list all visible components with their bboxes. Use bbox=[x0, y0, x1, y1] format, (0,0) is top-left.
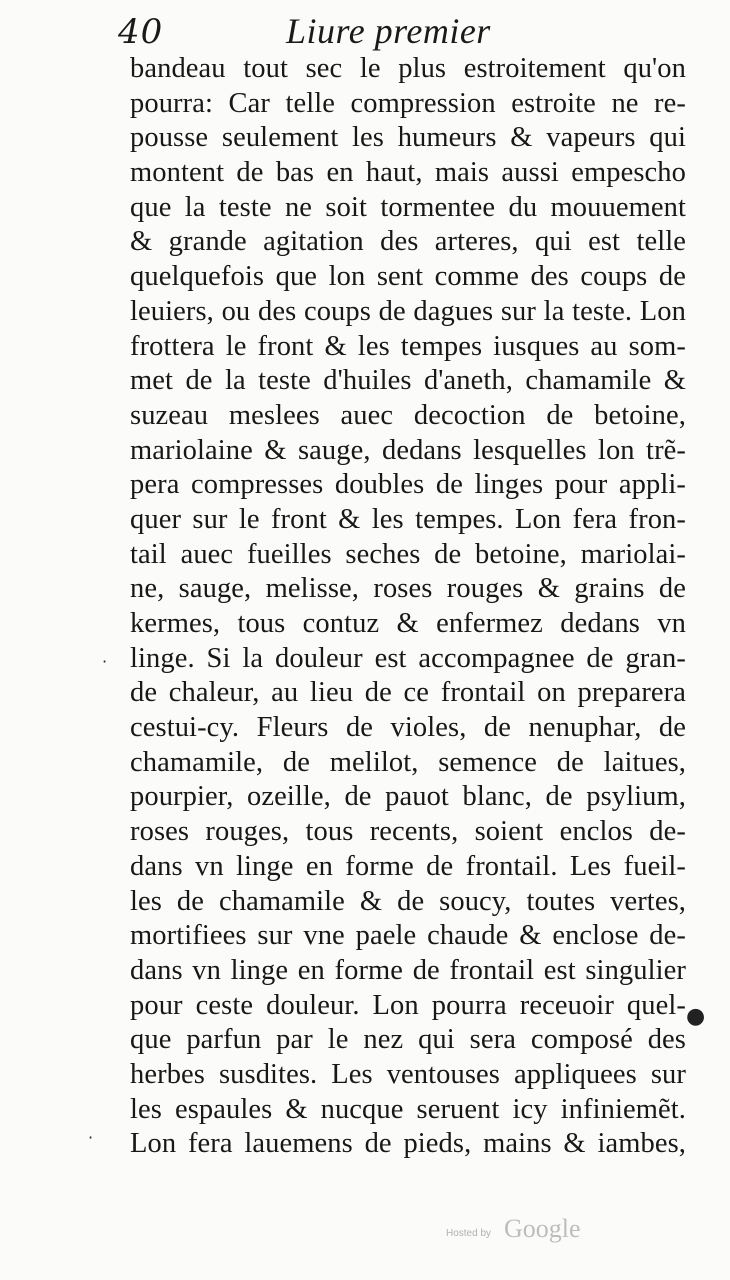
text-line: pourra: Car telle compression estroite ne re- bbox=[130, 87, 686, 119]
text-line: leuiers, ou des coups de dagues sur la teste. Lon bbox=[130, 295, 686, 327]
running-title: Liure premier bbox=[286, 11, 491, 51]
scan-watermark bbox=[446, 1214, 606, 1254]
text-line: que la teste ne soit tormentee du mouuement bbox=[130, 191, 686, 223]
text-line: pera compresses doubles de linges pour appli- bbox=[130, 469, 686, 501]
text-line: herbes susdites. Les ventouses appliquees sur bbox=[130, 1058, 686, 1090]
text-line: mariolaine & sauge, dedans lesquelles lon trẽ- bbox=[130, 434, 686, 466]
text-line: linge. Si la douleur est accompagnee de gran- bbox=[130, 642, 686, 674]
text-line: quelquefois que lon sent comme des coups de bbox=[130, 261, 686, 293]
text-line: suzeau meslees auec decoction de betoine, bbox=[130, 399, 686, 431]
text-line: pousse seulement les humeurs & vapeurs qui bbox=[130, 122, 686, 154]
page-number: 40 bbox=[118, 12, 164, 52]
text-line: les de chamamile & de soucy, toutes vertes, bbox=[130, 885, 686, 917]
margin-mark: · bbox=[88, 1128, 94, 1147]
text-line: quer sur le front & les tempes. Lon fera fron- bbox=[130, 503, 686, 535]
text-line: dans vn linge en forme de frontail est singulier bbox=[130, 954, 686, 986]
text-line: pourpier, ozeille, de pauot blanc, de psylium, bbox=[130, 781, 686, 813]
google-logo: Google bbox=[504, 1214, 581, 1243]
text-line: kermes, tous contuz & enfermez dedans vn bbox=[130, 608, 686, 639]
margin-mark: · bbox=[102, 652, 108, 671]
text-line: frottera le front & les tempes iusques au som- bbox=[130, 330, 686, 362]
text-line: que parfun par le nez qui sera composé des bbox=[130, 1024, 686, 1056]
text-line: ne, sauge, melisse, roses rouges & grains de bbox=[130, 573, 686, 605]
text-line: cestui-cy. Fleurs de violes, de nenuphar, de bbox=[130, 712, 686, 744]
body-text bbox=[130, 52, 686, 1162]
text-line: mortifiees sur vne paele chaude & enclose de- bbox=[130, 920, 686, 952]
text-line: tail auec fueilles seches de betoine, mariolai- bbox=[130, 538, 686, 570]
text-line: chamamile, de melilot, semence de laitues, bbox=[130, 746, 686, 778]
page-header bbox=[118, 8, 678, 56]
text-line: bandeau tout sec le plus estroitement qu'on bbox=[130, 53, 686, 84]
hosted-by-text: Hosted by bbox=[446, 1228, 492, 1239]
text-line: de chaleur, au lieu de ce frontail on preparera bbox=[130, 677, 686, 709]
text-line: roses rouges, tous recents, soient enclos de- bbox=[130, 816, 686, 848]
text-line: Lon fera lauemens de pieds, mains & iambes, bbox=[130, 1128, 686, 1160]
text-line: pour ceste douleur. Lon pourra receuoir quel- bbox=[130, 989, 686, 1021]
text-line: dans vn linge en forme de frontail. Les fueil- bbox=[130, 850, 686, 882]
text-line: & grande agitation des arteres, qui est telle bbox=[130, 226, 686, 258]
text-line: les espaules & nucque seruent icy infiniemẽt. bbox=[130, 1093, 686, 1125]
margin-dot: ● bbox=[686, 1004, 706, 1029]
text-line: montent de bas en haut, mais aussi empescho bbox=[130, 157, 686, 189]
text-line: met de la teste d'huiles d'aneth, chamamile & bbox=[130, 365, 686, 397]
